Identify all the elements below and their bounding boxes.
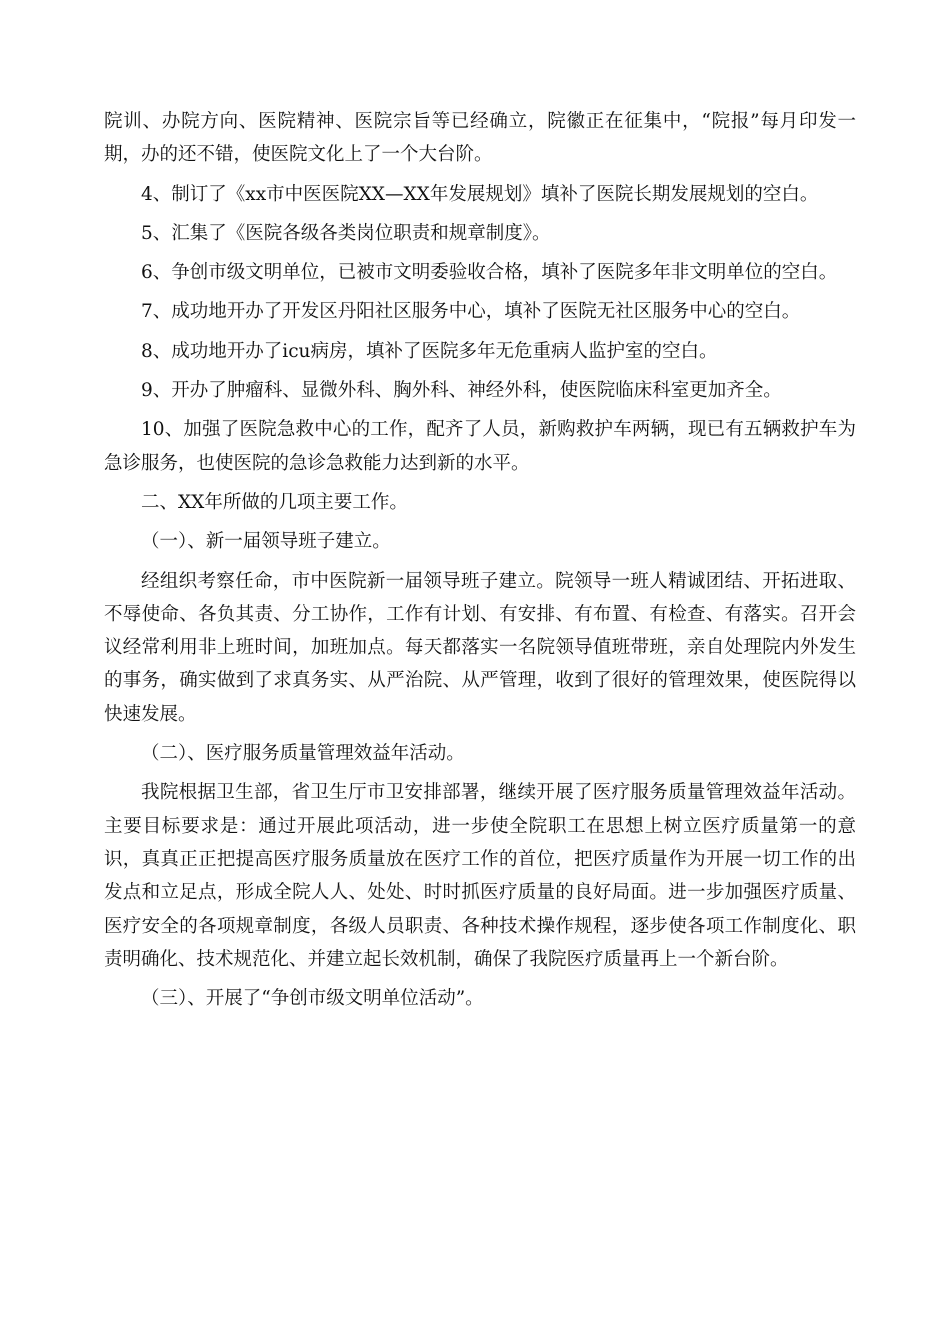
subheading-1: （一）、新一届领导班子建立。	[141, 531, 391, 553]
paragraph-leadership: 经组织考察任命，市中医院新一届领导班子建立。院领导一班人精诚团结、开拓进取、不辱使命、各负其责、分工协作，工作有计划、有安排、有布置、有检查、有落实。召开会议经常利用非上班时间，加班加点。每天都落实一名院领导值班带班，亲自处理院内外发生的事务，确实做到了求真务实、从严治院、从严管理，收到了很好的管理效果，使医院得以快速发展。	[104, 570, 856, 725]
paragraph-item-6: 6、争创市级文明单位，已被市文明委验收合格，填补了医院多年非文明单位的空白。	[141, 262, 838, 284]
paragraph-item-5: 5、汇集了《医院各级各类岗位职责和规章制度》。	[141, 222, 551, 244]
subheading-3: （三）、开展了“争创市级文明单位活动”。	[141, 988, 484, 1010]
subheading-2: （二）、医疗服务质量管理效益年活动。	[141, 743, 465, 765]
paragraph-item-9: 9、开办了肿瘤科、显微外科、胸外科、神经外科，使医院临床科室更加齐全。	[141, 380, 782, 402]
paragraph-item-8: 8、成功地开办了icu病房，填补了医院多年无危重病人监护室的空白。	[141, 340, 718, 362]
paragraph-item-7: 7、成功地开办了开发区丹阳社区服务中心，填补了医院无社区服务中心的空白。	[141, 301, 801, 323]
section-heading-2: 二、XX年所做的几项主要工作。	[141, 491, 408, 513]
paragraph-item-10: 10、加强了医院急救中心的工作，配齐了人员，新购救护车两辆，现已有五辆救护车为急诊服务，也使医院的急诊急救能力达到新的水平。	[104, 419, 856, 474]
paragraph-quality: 我院根据卫生部，省卫生厅市卫安排部署，继续开展了医疗服务质量管理效益年活动。主要目标要求是：通过开展此项活动，进一步使全院职工在思想上树立医疗质量第一的意识，真真正正把提高医疗服务质量放在医疗工作的首位，把医疗质量作为开展一切工作的出发点和立足点，形成全院人人、处处、时时抓医疗质量的良好局面。进一步加强医疗质量、医疗安全的各项规章制度，各级人员职责、各种技术操作规程，逐步使各项工作制度化、职责明确化、技术规范化、并建立起长效机制，确保了我院医疗质量再上一个新台阶。	[104, 782, 856, 970]
document-body	[104, 105, 856, 1015]
paragraph-item-4: 4、制订了《xx市中医医院XX—XX年发展规划》填补了医院长期发展规划的空白。	[141, 183, 819, 205]
paragraph-culture: 院训、办院方向、医院精神、医院宗旨等已经确立，院徽正在征集中，“院报”每月印发一期，办的还不错，使医院文化上了一个大台阶。	[104, 111, 856, 166]
